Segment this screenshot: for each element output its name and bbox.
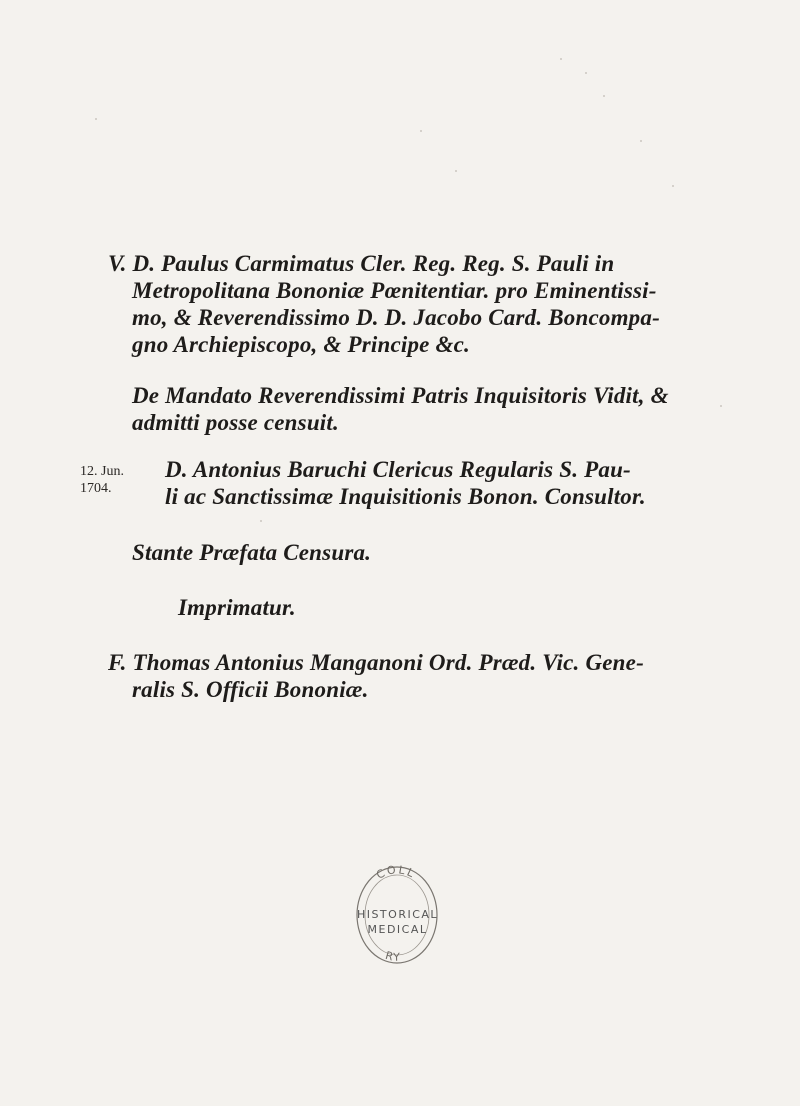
stamp-line-2: MEDICAL: [367, 923, 428, 936]
approval-2-line-1: D. Antonius Baruchi Clericus Regularis S. Pau-: [165, 457, 631, 482]
stante-line: Stante Præfata Censura.: [132, 540, 372, 565]
stamp-bottom-text: RY: [383, 948, 403, 964]
mandate-line-1: De Mandato Reverendissimi Patris Inquisitoris Vidit, &: [132, 383, 669, 408]
approval-1-line-2: Metropolitana Bononiæ Pœnitentiar. pro Eminentissi-: [132, 278, 657, 303]
margin-date: [80, 463, 124, 497]
library-stamp: [335, 855, 460, 980]
margin-date-line-1: 12. Jun.: [80, 464, 124, 479]
approval-1-line-3: mo, & Reverendissimo D. D. Jacobo Card. Boncompa-: [132, 305, 660, 330]
margin-date-line-2: 1704.: [80, 481, 112, 496]
approval-1-line-4: gno Archiepiscopo, & Principe &c.: [132, 332, 470, 357]
stamp-line-1: HISTORICAL: [356, 908, 439, 921]
imprimatur-line: Imprimatur.: [178, 595, 296, 620]
stamp-top-text: COLL: [374, 863, 418, 882]
vicar-line-2: ralis S. Officii Bononiæ.: [132, 677, 369, 702]
mandate-line-2: admitti posse censuit.: [132, 410, 339, 435]
vicar-line-1: F. Thomas Antonius Manganoni Ord. Præd. Vic. Gene-: [108, 650, 644, 675]
approval-2-line-2: li ac Sanctissimæ Inquisitionis Bonon. Consultor.: [165, 484, 646, 509]
svg-text:COLL: [374, 863, 418, 882]
approval-1-line-1: V. D. Paulus Carmimatus Cler. Reg. Reg. S. Pauli in: [108, 251, 615, 276]
svg-text:RY: [384, 949, 402, 964]
